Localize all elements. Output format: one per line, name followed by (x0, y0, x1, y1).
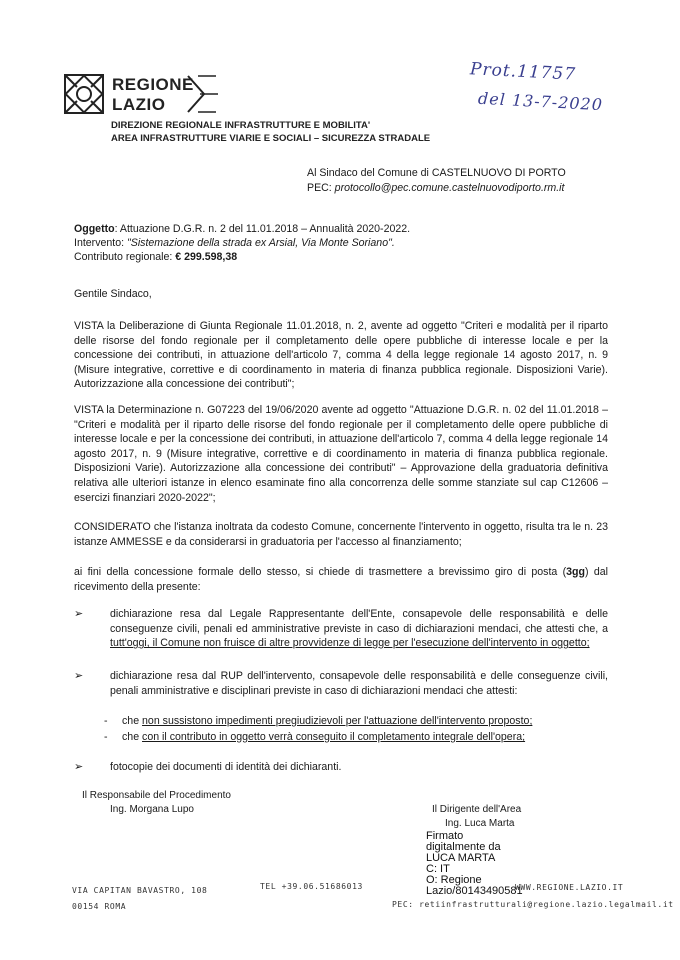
sub-item-2-underlined: con il contributo in oggetto verrà conseguito il completamento integrale dell'opera; (142, 731, 526, 743)
arrow-bullet-1-icon: ➢ (74, 608, 84, 620)
dept-line-1: DIREZIONE REGIONALE INFRASTRUTTURE E MOBILITA' (111, 120, 371, 131)
intervention-label: Intervento: (74, 237, 127, 249)
paragraph-vista-determinazione: VISTA la Determinazione n. G07223 del 19/06/2020 avente ad oggetto "Attuazione D.G.R. n. 02 del 11.01.2018 – "Criteri e modalità per il riparto delle risorse del fondo regionale per il completamento delle opere pubbliche di interesse locale e per la concessione dei contributi, in attuazione dell'articolo 7, comma 4 della legge regionale 14 agosto 2017, n. 9 (Misure integrative, correttive e di coordinamento in materia di finanza pubblica regionale. Disposizioni Varie). Autorizzazione alla concessione dei contributi" – Approvazione della graduatoria definitiva relativa alle ulteriori istanze in elenco esaminate fino alla concorrenza delle somme stanziate sul cap C12606 –esercizi finanziari 2020-2022"; (74, 404, 608, 504)
paragraph-considerato: CONSIDERATO che l'istanza inoltrata da codesto Comune, concernente l'intervento in oggetto, risulta tra le n. 23 istanze AMMESSE e da considerarsi in graduatoria per l'accesso al finanziamento; (74, 521, 608, 548)
recipient-line-1 (307, 166, 566, 181)
digital-signature-line: digitalmente da (426, 841, 501, 853)
digital-signature-line: O: Regione (426, 874, 482, 886)
paragraph-request (74, 565, 608, 594)
handwritten-date: del 13-7-2020 (477, 88, 604, 115)
subject-label: Oggetto (74, 223, 115, 235)
paragraph-vista-dgr: VISTA la Deliberazione di Giunta Regionale 11.01.2018, n. 2, avente ad oggetto "Criteri e modalità per il riparto delle risorse del fondo regionale per il completamento delle opere pubbliche di interesse locale e per la concessione dei contributi, in attuazione dell'articolo 7, comma 4 della legge regionale 14 agosto 2017, n. 9 (Misure integrative, correttive e di coordinamento in materia di finanza pubblica regionale. Disposizioni Varie). Autorizzazione alla concessione dei contributi"; (74, 320, 608, 391)
signature-left-title: Il Responsabile del Procedimento (82, 790, 231, 801)
contribution-line (74, 250, 237, 265)
bullet-id-copies: fotocopie dei documenti di identità dei dichiaranti. (110, 761, 342, 773)
sub-item-no-impediments (122, 714, 532, 729)
arrow-bullet-2-icon: ➢ (74, 670, 84, 682)
intervention-line (74, 236, 395, 251)
recipient-line-2 (307, 181, 564, 196)
digital-signature-line: Lazio/80143490581 (426, 885, 523, 897)
signature-left-name: Ing. Morgana Lupo (110, 804, 194, 815)
bullet-rup: dichiarazione resa dal RUP dell'intervento, consapevole delle responsabilità e delle conseguenze civili, penali amministrative e disciplinari previste in caso di dichiarazioni mendaci che attesti: (110, 670, 608, 697)
regione-lazio-emblem (62, 72, 106, 116)
salutation: Gentile Sindaco, (74, 288, 152, 300)
contribution-label: Contributo regionale: (74, 251, 176, 263)
digital-signature-block (426, 831, 523, 897)
sub-item-1-underlined: non sussistono impedimenti pregiudizievoli per l'attuazione dell'intervento proposto; (142, 715, 533, 727)
subject-line (74, 222, 410, 237)
signature-right-name: Ing. Luca Marta (445, 818, 515, 829)
logo-lazio: LAZIO (112, 95, 166, 114)
handwritten-protocol: Prot.11757 (469, 59, 577, 85)
recipient-prefix: Al Sindaco del Comune di (307, 167, 432, 179)
subject-text: : Attuazione D.G.R. n. 2 del 11.01.2018 – Annualità 2020-2022. (114, 223, 411, 235)
signature-right-title: Il Dirigente dell'Area (432, 804, 522, 815)
digital-signature-line: Firmato (426, 830, 464, 842)
request-text-a: ai fini della concessione formale dello stesso, si chiede di trasmettere a brevissimo giro di posta ( (74, 566, 567, 578)
arrow-bullet-3-icon: ➢ (74, 761, 84, 773)
dash-2: - (104, 731, 108, 743)
footer-pec: PEC: retiinfrastrutturali@regione.lazio.legalmail.it (392, 900, 674, 909)
dash-1: - (104, 715, 108, 727)
request-deadline: 3gg (566, 566, 585, 578)
sub-item-2-prefix: che (122, 731, 143, 743)
pec-address: protocollo@pec.comune.castelnuovodiporto.rm.it (334, 182, 565, 194)
bullet-1-underlined: tutt'oggi, il Comune non fruisce di altre provvidenze di legge per l'esecuzione dell'intervento in oggetto; (110, 637, 590, 650)
contribution-amount: € 299.598,38 (175, 251, 238, 263)
digital-signature-line: LUCA MARTA (426, 852, 496, 864)
dept-line-2: AREA INFRASTRUTTURE VIARIE E SOCIALI – SICUREZZA STRADALE (111, 133, 431, 144)
pec-label: PEC: (307, 182, 335, 194)
logo-swoosh (186, 74, 220, 114)
request-text-b: ) dal ricevimento della presente: (74, 566, 608, 593)
footer-website: WWW.REGIONE.LAZIO.IT (515, 883, 624, 892)
bullet-legal-representative (110, 607, 608, 651)
footer-address-2: 00154 ROMA (72, 902, 127, 911)
intervention-title: "Sistemazione della strada ex Arsial, Via Monte Soriano". (127, 237, 395, 249)
bullet-1-text: dichiarazione resa dal Legale Rappresentante dell'Ente, consapevole delle responsabilità e delle conseguenze civili, penali ed amministrative previste in caso di dichiarazioni mendaci, che attesti che, a (110, 608, 608, 635)
footer-address-1: VIA CAPITAN BAVASTRO, 108 (72, 886, 208, 895)
recipient-town: CASTELNUOVO DI PORTO (431, 167, 566, 179)
logo-regione: REGIONE (112, 75, 194, 94)
sub-item-completion (122, 730, 525, 745)
sub-item-1-prefix: che (122, 715, 143, 727)
digital-signature-line: C: IT (426, 863, 450, 875)
footer-tel: TEL +39.06.51686013 (260, 882, 363, 891)
